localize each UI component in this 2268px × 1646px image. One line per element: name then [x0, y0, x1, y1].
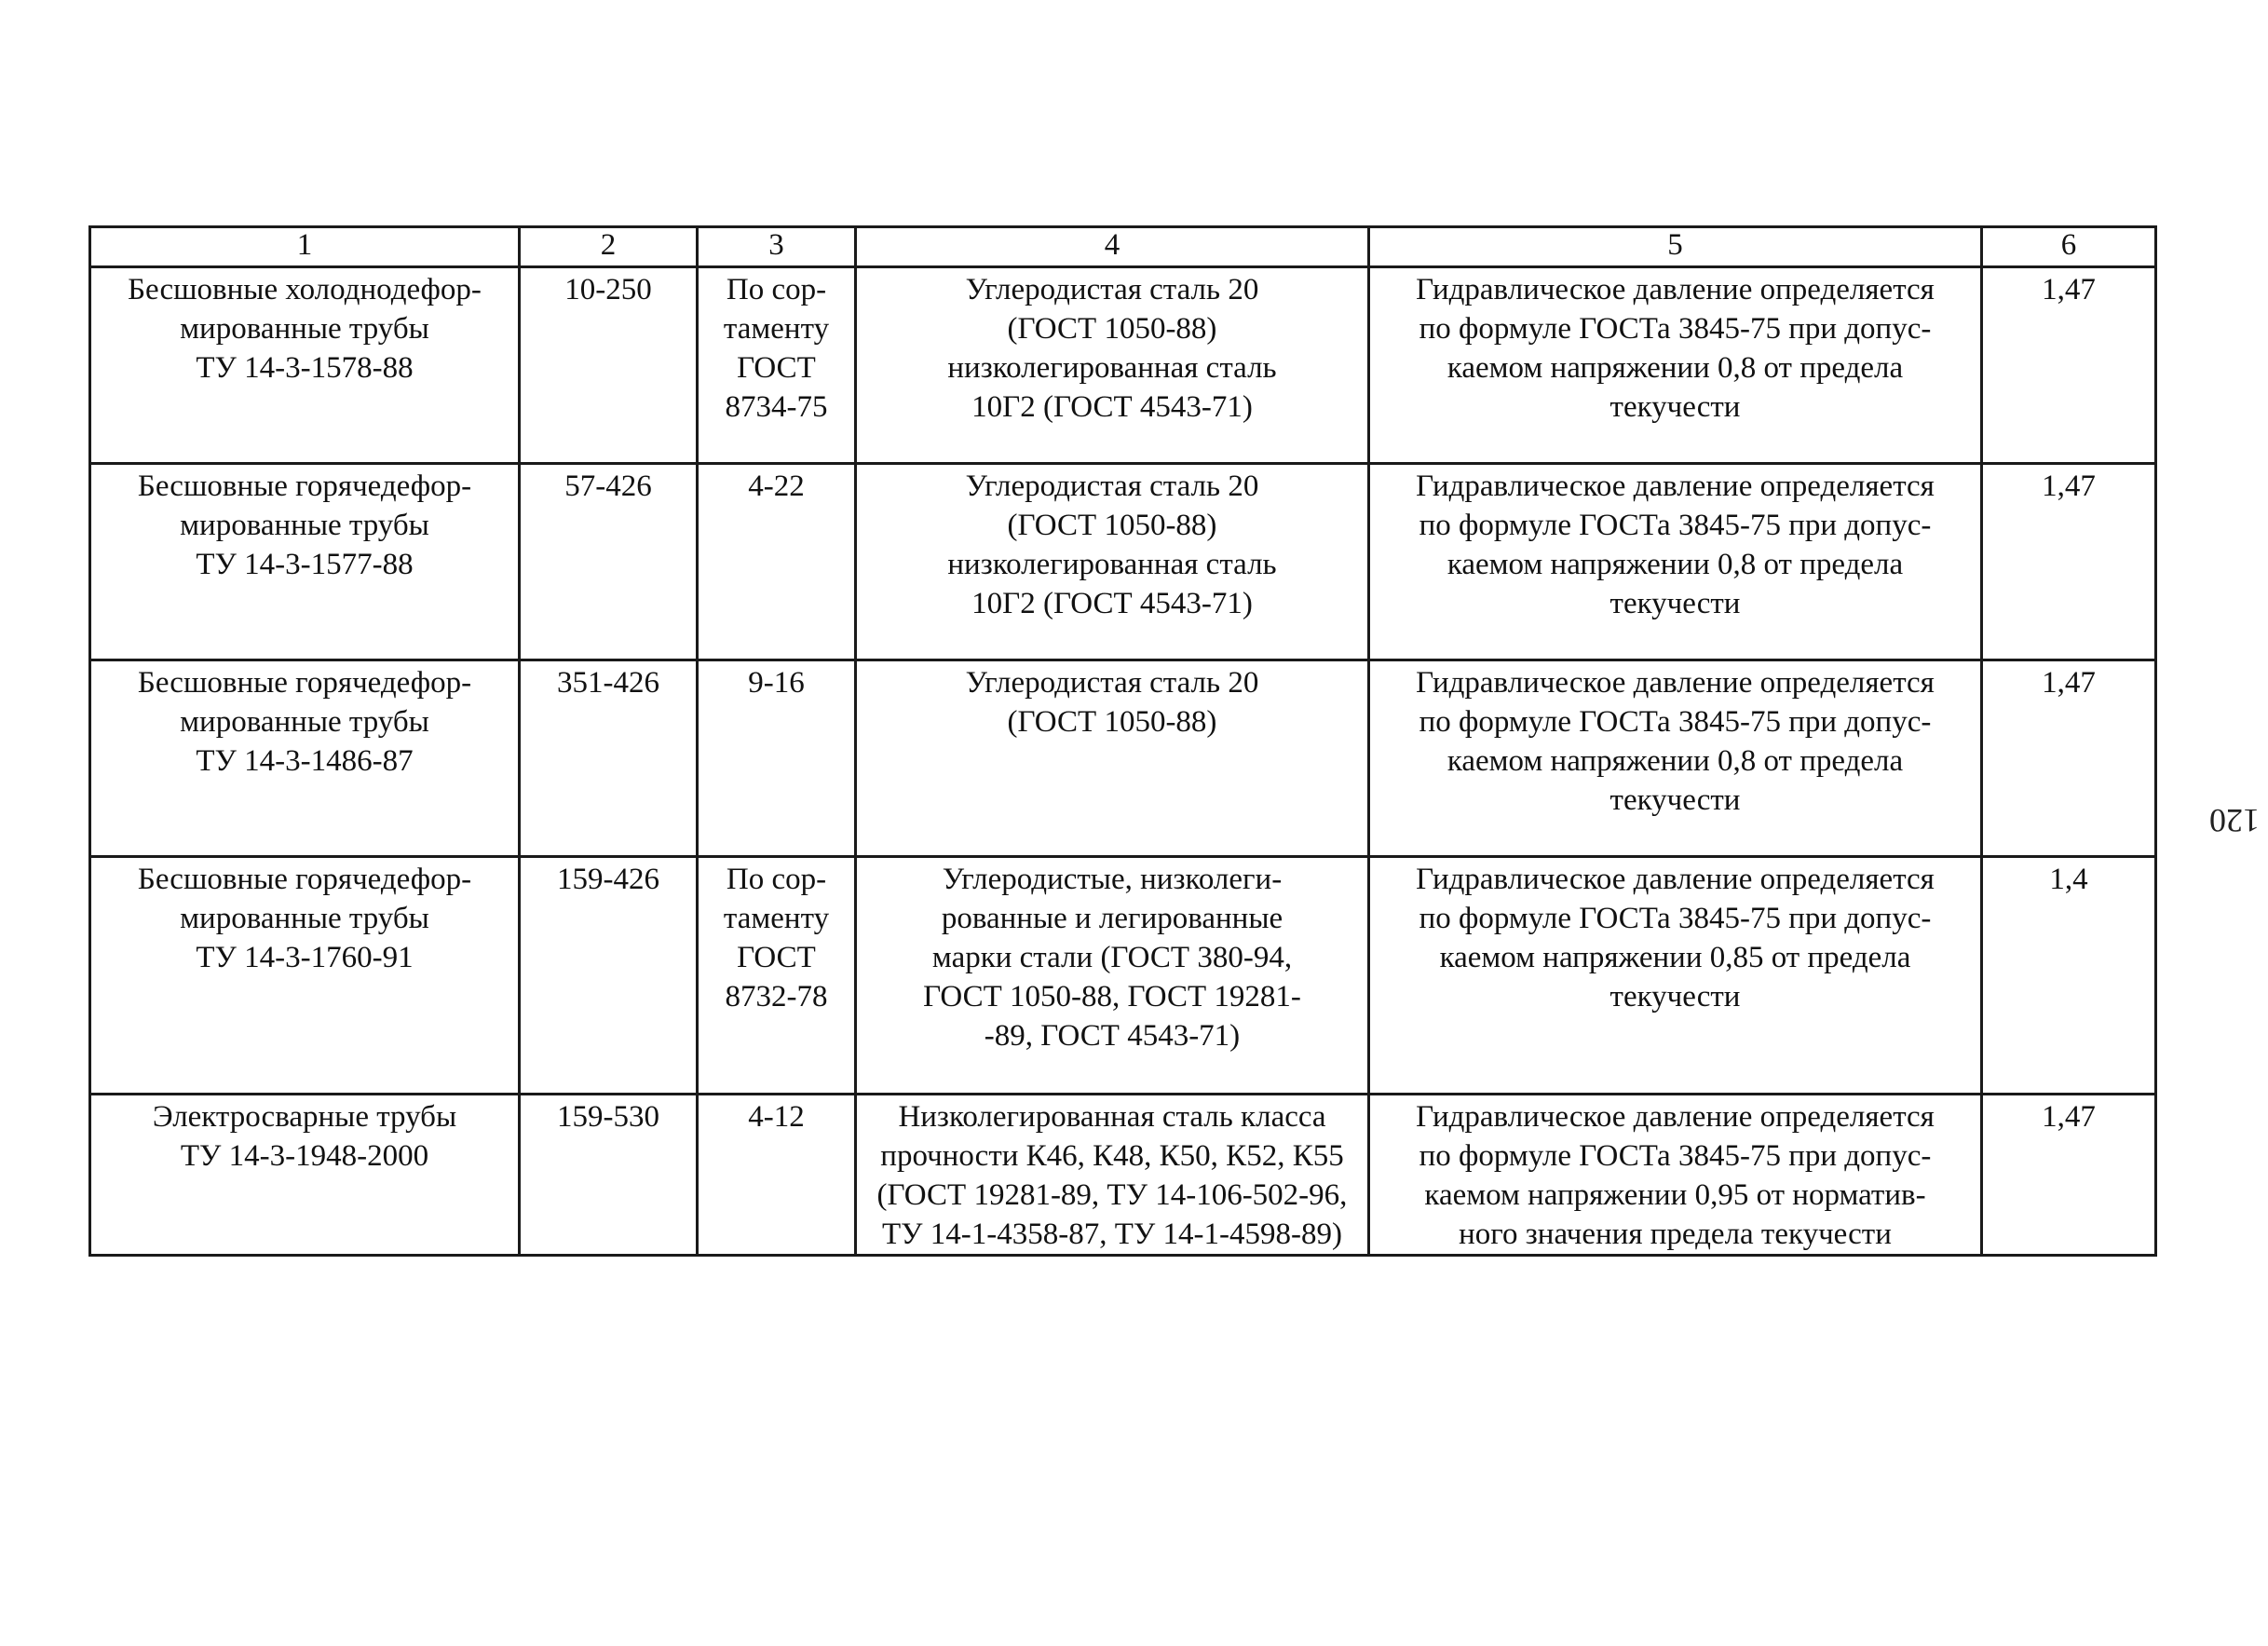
cell-product — [90, 267, 520, 464]
cell-wall-thickness — [698, 1095, 856, 1256]
header-cell-2: 2 — [520, 227, 698, 267]
cell-line: 10Г2 (ГОСТ 4543-71) — [971, 390, 1253, 424]
header-cell-6: 6 — [1982, 227, 2156, 267]
cell-line: каемом напряжении 0,85 от предела — [1439, 941, 1911, 974]
cell-line: 159-426 — [557, 863, 659, 896]
cell-line: мированные трубы — [180, 705, 429, 739]
cell-line: ГОСТ — [737, 941, 816, 974]
cell-product — [90, 660, 520, 857]
cell-test-pressure-method — [1369, 267, 1982, 464]
cell-line: мированные трубы — [180, 902, 429, 935]
cell-line: ТУ 14-3-1577-88 — [196, 548, 414, 581]
cell-line: Углеродистая сталь 20 — [965, 469, 1259, 503]
cell-line: рованные и легированные — [941, 902, 1283, 935]
header-cell-4: 4 — [856, 227, 1369, 267]
cell-line: 159-530 — [557, 1100, 659, 1134]
cell-line: по формуле ГОСТа 3845-75 при допус- — [1419, 312, 1932, 346]
cell-line: ТУ 14-1-4358-87, ТУ 14-1-4598-89) — [882, 1217, 1342, 1251]
cell-line: каемом напряжении 0,8 от предела — [1446, 548, 1904, 581]
cell-steel-grade — [856, 464, 1369, 660]
cell-line: По сор- — [726, 273, 827, 306]
cell-line: 1,47 — [2042, 469, 2096, 503]
cell-line: ного значения предела текучести — [1459, 1217, 1892, 1251]
page-number: 120 — [2209, 802, 2260, 839]
cell-line: таменту — [723, 902, 830, 935]
cell-line: мированные трубы — [180, 312, 429, 346]
cell-wall-thickness — [698, 660, 856, 857]
cell-line: ТУ 14-3-1760-91 — [196, 941, 414, 974]
cell-line: по формуле ГОСТа 3845-75 при допус- — [1419, 902, 1932, 935]
cell-line: прочности К46, К48, К50, К52, К55 — [880, 1139, 1344, 1173]
cell-line: Бесшовные горячедефор- — [137, 863, 472, 896]
cell-line: мированные трубы — [180, 509, 429, 542]
cell-line: 1,47 — [2042, 666, 2096, 700]
cell-line: Углеродистая сталь 20 — [965, 273, 1259, 306]
pipe-spec-table — [88, 225, 2157, 1257]
cell-line: ТУ 14-3-1948-2000 — [180, 1139, 429, 1173]
cell-line: 1,4 — [2049, 863, 2088, 896]
table-row — [90, 464, 2156, 660]
table-header-row — [90, 227, 2156, 267]
cell-line: Гидравлическое давление определяется — [1416, 273, 1935, 306]
cell-line: текучести — [1609, 783, 1741, 817]
cell-line: 4-22 — [748, 469, 805, 503]
cell-product — [90, 857, 520, 1095]
cell-line: Низколегированная сталь класса — [898, 1100, 1326, 1134]
cell-line: ТУ 14-3-1578-88 — [196, 351, 414, 385]
cell-diameter — [520, 857, 698, 1095]
cell-wall-thickness — [698, 267, 856, 464]
cell-product — [90, 464, 520, 660]
cell-line: ГОСТ 1050-88, ГОСТ 19281- — [923, 980, 1301, 1013]
cell-line: по формуле ГОСТа 3845-75 при допус- — [1419, 705, 1932, 739]
table-row — [90, 660, 2156, 857]
header-cell-3: 3 — [698, 227, 856, 267]
cell-line: Электросварные трубы — [152, 1100, 457, 1134]
table-row — [90, 267, 2156, 464]
cell-diameter — [520, 1095, 698, 1256]
cell-line: Углеродистая сталь 20 — [965, 666, 1259, 700]
cell-test-pressure-method — [1369, 660, 1982, 857]
cell-test-pressure-method — [1369, 464, 1982, 660]
header-cell-5: 5 — [1369, 227, 1982, 267]
cell-coefficient — [1982, 660, 2156, 857]
cell-coefficient — [1982, 1095, 2156, 1256]
cell-line: ТУ 14-3-1486-87 — [196, 744, 414, 778]
cell-wall-thickness — [698, 464, 856, 660]
cell-line: марки стали (ГОСТ 380-94, — [931, 941, 1293, 974]
cell-line: 1,47 — [2042, 1100, 2096, 1134]
cell-line: 10Г2 (ГОСТ 4543-71) — [971, 587, 1253, 620]
cell-line: по формуле ГОСТа 3845-75 при допус- — [1419, 1139, 1932, 1173]
cell-line: (ГОСТ 19281-89, ТУ 14-106-502-96, — [876, 1178, 1348, 1212]
cell-line: Гидравлическое давление определяется — [1416, 469, 1935, 503]
cell-line: 4-12 — [748, 1100, 805, 1134]
cell-line: каемом напряжении 0,95 от норматив- — [1424, 1178, 1926, 1212]
cell-line: Гидравлическое давление определяется — [1416, 666, 1935, 700]
cell-line: текучести — [1609, 587, 1741, 620]
cell-line: текучести — [1609, 980, 1741, 1013]
cell-steel-grade — [856, 857, 1369, 1095]
cell-line: низколегированная сталь — [947, 351, 1277, 385]
cell-line: таменту — [723, 312, 830, 346]
cell-steel-grade — [856, 1095, 1369, 1256]
cell-line: Углеродистые, низколеги- — [942, 863, 1283, 896]
cell-line: (ГОСТ 1050-88) — [1007, 705, 1217, 739]
cell-test-pressure-method — [1369, 857, 1982, 1095]
cell-line: по формуле ГОСТа 3845-75 при допус- — [1419, 509, 1932, 542]
cell-test-pressure-method — [1369, 1095, 1982, 1256]
cell-line: 57-426 — [564, 469, 652, 503]
cell-line: (ГОСТ 1050-88) — [1007, 509, 1217, 542]
cell-line: По сор- — [726, 863, 827, 896]
cell-line: ГОСТ — [737, 351, 816, 385]
table-row — [90, 1095, 2156, 1256]
cell-steel-grade — [856, 267, 1369, 464]
cell-coefficient — [1982, 857, 2156, 1095]
cell-line: Бесшовные горячедефор- — [137, 469, 472, 503]
cell-line: каемом напряжении 0,8 от предела — [1446, 351, 1904, 385]
cell-wall-thickness — [698, 857, 856, 1095]
cell-line: 9-16 — [748, 666, 805, 700]
cell-line: (ГОСТ 1050-88) — [1007, 312, 1217, 346]
cell-line: 8734-75 — [725, 390, 828, 424]
cell-line: Гидравлическое давление определяется — [1416, 1100, 1935, 1134]
cell-line: низколегированная сталь — [947, 548, 1277, 581]
cell-coefficient — [1982, 464, 2156, 660]
header-cell-1: 1 — [90, 227, 520, 267]
cell-diameter — [520, 660, 698, 857]
table-row — [90, 857, 2156, 1095]
cell-line: 10-250 — [564, 273, 652, 306]
cell-line: 351-426 — [557, 666, 659, 700]
cell-line: каемом напряжении 0,8 от предела — [1446, 744, 1904, 778]
cell-line: Гидравлическое давление определяется — [1416, 863, 1935, 896]
cell-line: -89, ГОСТ 4543-71) — [984, 1019, 1241, 1053]
cell-line: 1,47 — [2042, 273, 2096, 306]
cell-line: Бесшовные холоднодефор- — [128, 273, 482, 306]
cell-line: 8732-78 — [725, 980, 828, 1013]
cell-line: текучести — [1609, 390, 1741, 424]
cell-steel-grade — [856, 660, 1369, 857]
cell-line: Бесшовные горячедефор- — [137, 666, 472, 700]
cell-diameter — [520, 267, 698, 464]
cell-coefficient — [1982, 267, 2156, 464]
cell-product — [90, 1095, 520, 1256]
cell-diameter — [520, 464, 698, 660]
